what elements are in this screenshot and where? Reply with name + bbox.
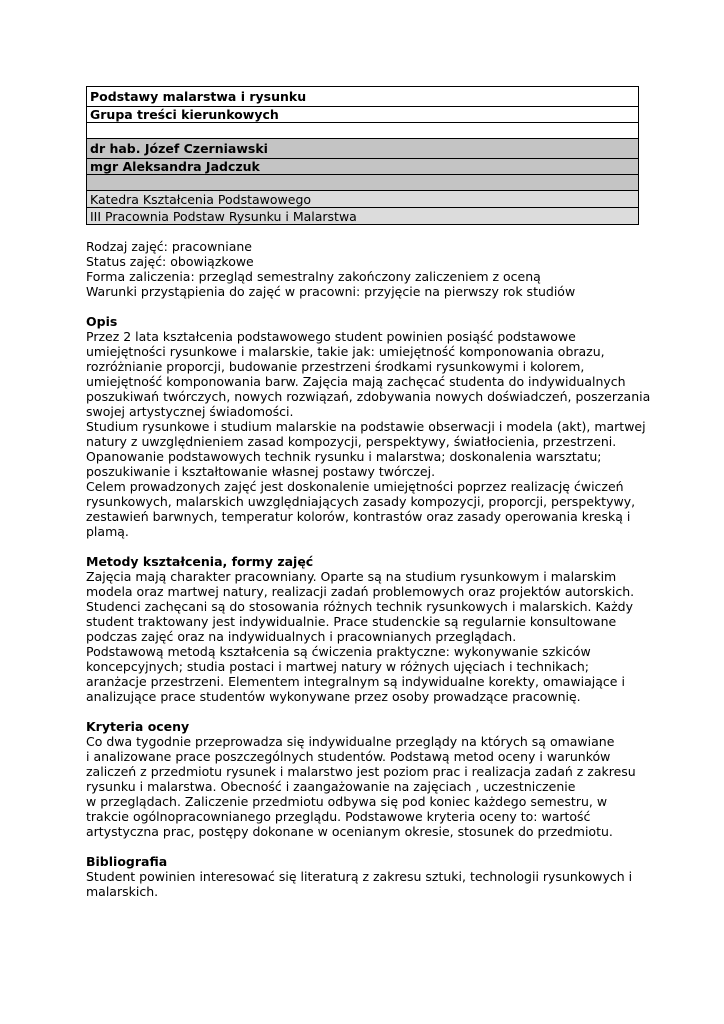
paragraph-line: modela oraz martwej natury, realizacji zadań problemowych oraz projektów autorskich. [86, 584, 635, 599]
blank-row [87, 123, 639, 139]
paragraph-line: Co dwa tygodnie przeprowadza się indywidualne przeglądy na których są omawiane [86, 734, 615, 749]
document-page [86, 86, 651, 899]
paragraph-line: Zajęcia mają charakter pracowniany. Oparte są na studium rysunkowym i malarskim [86, 569, 617, 584]
meta-line: Rodzaj zajęć: pracowniane [86, 239, 252, 254]
paragraph-line: trakcie ogólnopracownianego przeglądu. Podstawowe kryteria oceny to: wartość [86, 809, 591, 824]
meta-line: Forma zaliczenia: przegląd semestralny zakończony zaliczeniem z oceną [86, 269, 541, 284]
paragraph-line: podczas zajęć oraz na indywidualnych i pracownianych przeglądach. [86, 629, 517, 644]
section-heading: Kryteria oceny [86, 719, 190, 734]
paragraph-line: Podstawową metodą kształcenia są ćwiczenia praktyczne: wykonywanie szkiców [86, 644, 591, 659]
paragraph-line: Studenci zachęcani są do stosowania różnych technik rysunkowych i malarskich. Każdy [86, 599, 633, 614]
meta-line: Warunki przystąpienia do zajęć w pracowni: przyjęcie na pierwszy rok studiów [86, 284, 576, 299]
section-heading: Metody kształcenia, formy zajęć [86, 554, 314, 569]
lecturer-name: dr hab. Józef Czerniawski [87, 139, 639, 159]
paragraph-line: zestawień barwnych, temperatur kolorów, kontrastów oraz zasady operowania kreską i [86, 509, 631, 524]
paragraph-line: Opanowanie podstawowych technik rysunku i malarstwa; doskonalenia warsztatu; [86, 449, 602, 464]
paragraph-line: koncepcyjnych; studia postaci i martwej natury w różnych ujęciach i technikach; [86, 659, 589, 674]
assistant-name: mgr Aleksandra Jadczuk [87, 159, 639, 175]
paragraph-line: Studium rysunkowe i studium malarskie na podstawie obserwacji i modela (akt), martwej [86, 419, 646, 434]
paragraph-line: plamą. [86, 524, 129, 539]
paragraph-line: natury z uwzględnieniem zasad kompozycji, perspektywy, światłocienia, przestrzeni. [86, 434, 617, 449]
paragraph-line: rysunku i malarstwa. Obecność i zaangażowanie na zajęciach , uczestniczenie [86, 779, 576, 794]
paragraph-line: analizujące prace studentów wykonywane przez osoby prowadzące pracownię. [86, 689, 581, 704]
course-group: Grupa treści kierunkowych [87, 107, 639, 123]
paragraph-line: swojej artystycznej świadomości. [86, 404, 294, 419]
department-name: Katedra Kształcenia Podstawowego [87, 191, 639, 208]
paragraph-line: w przeglądach. Zaliczenie przedmiotu odbywa się pod koniec każdego semestru, w [86, 794, 608, 809]
course-title: Podstawy malarstwa i rysunku [87, 87, 639, 107]
paragraph-line: aranżacje przestrzeni. Elementem integralnym są indywidualne korekty, omawiające i [86, 674, 625, 689]
meta-line: Status zajęć: obowiązkowe [86, 254, 254, 269]
section [86, 854, 639, 899]
paragraph-line: poszukiwanie i kształtowanie własnej postawy twórczej. [86, 464, 436, 479]
paragraph-line: i analizowane prace poszczególnych studentów. Podstawą metod oceny i warunków [86, 749, 611, 764]
section [86, 554, 639, 704]
paragraph-line: Student powinien interesować się literaturą z zakresu sztuki, technologii rysunkowych i [86, 869, 633, 884]
paragraph-line: Przez 2 lata kształcenia podstawowego student powinien posiąść podstawowe [86, 329, 576, 344]
course-meta [86, 239, 639, 299]
paragraph-line: umiejętność komponowania barw. Zajęcia mają zachęcać studenta do indywidualnych [86, 374, 626, 389]
paragraph-line: malarskich. [86, 884, 159, 899]
paragraph-line: zaliczeń z przedmiotu rysunek i malarstwo jest poziom prac i realizacja zadań z zakresu [86, 764, 636, 779]
section-heading: Opis [86, 314, 118, 329]
paragraph-line: poszukiwań twórczych, nowych rozwiązań, zdobywania nowych doświadczeń, poszerzania [86, 389, 651, 404]
content-sections [86, 314, 651, 899]
section [86, 314, 651, 539]
paragraph-line: rysunkowych, malarskich uwzględniających zasady kompozycji, proporcji, perspektywy, [86, 494, 636, 509]
paragraph-line: umiejętności rysunkowe i malarskie, takie jak: umiejętność komponowania obrazu, [86, 344, 605, 359]
section-heading: Bibliografia [86, 854, 168, 869]
studio-name: III Pracownia Podstaw Rysunku i Malarstwa [87, 208, 639, 225]
paragraph-line: artystyczna prac, postępy dokonane w ocenianym okresie, stosunek do przedmiotu. [86, 824, 613, 839]
course-header-table [86, 86, 639, 225]
section [86, 719, 639, 839]
paragraph-line: rozróżnianie proporcji, budowanie przestrzeni środkami rysunkowymi i kolorem, [86, 359, 585, 374]
blank-gray-row [87, 175, 639, 191]
paragraph-line: student traktowany jest indywidualnie. Prace studenckie są regularnie konsultowane [86, 614, 617, 629]
paragraph-line: Celem prowadzonych zajęć jest doskonalenie umiejętności poprzez realizację ćwiczeń [86, 479, 624, 494]
